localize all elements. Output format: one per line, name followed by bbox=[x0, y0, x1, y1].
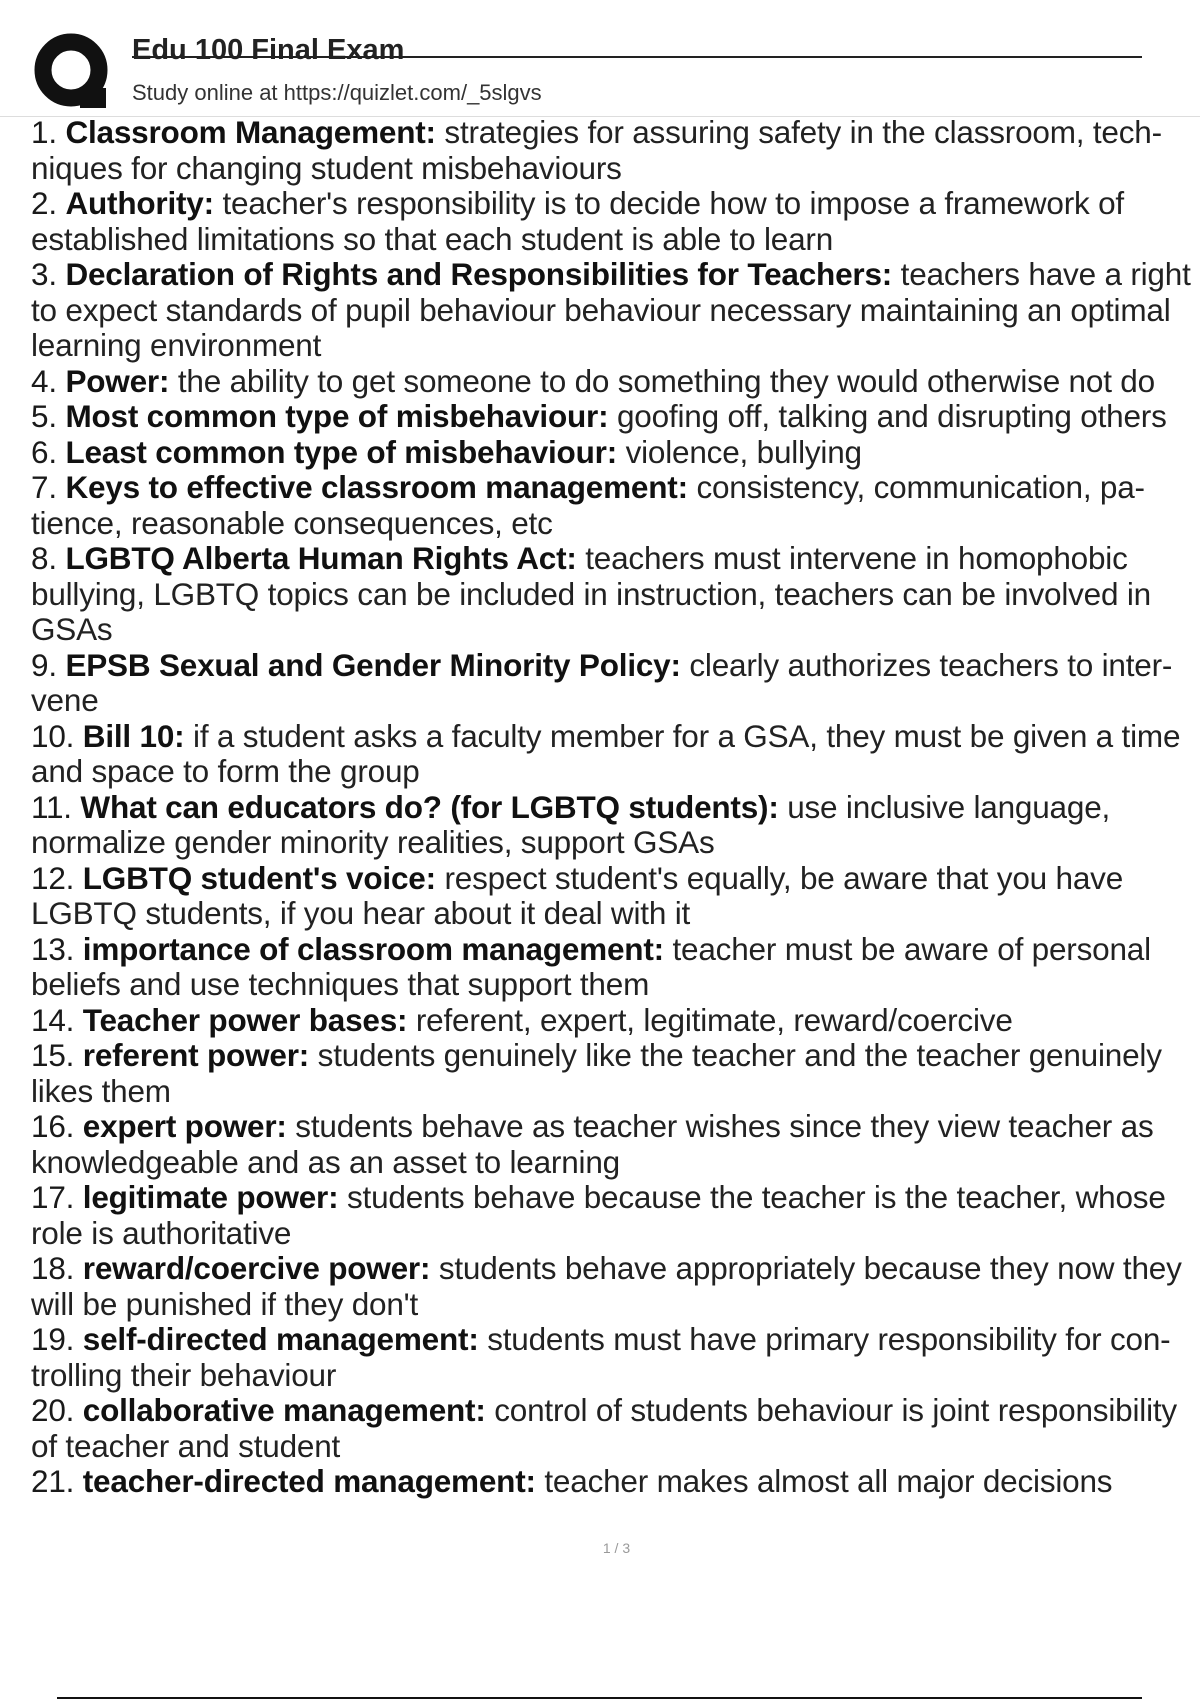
term-number: 2. bbox=[31, 185, 57, 221]
term-number: 15. bbox=[31, 1037, 75, 1073]
term-label: Power: bbox=[65, 362, 170, 399]
term-label: importance of classroom management: bbox=[82, 930, 664, 967]
footer-divider bbox=[57, 1697, 1142, 1699]
term-label: referent power: bbox=[82, 1037, 310, 1073]
term-item bbox=[31, 115, 1200, 186]
term-definition: strategies for assuring safety in the classroom, tech-niques for changing student misbehaviours bbox=[31, 114, 1162, 186]
term-item bbox=[31, 1251, 1200, 1322]
term-label: teacher-directed management: bbox=[82, 1463, 536, 1499]
term-item bbox=[31, 364, 1200, 400]
term-number: 11. bbox=[31, 788, 72, 825]
term-item bbox=[31, 399, 1200, 435]
term-definition: referent, expert, legitimate, reward/coercive bbox=[415, 1001, 1013, 1038]
term-label: LGBTQ student's voice: bbox=[82, 859, 436, 896]
term-definition: violence, bullying bbox=[625, 433, 862, 470]
term-definition: students behave appropriately because they now they will be punished if they don't bbox=[31, 1250, 1182, 1322]
term-item bbox=[31, 932, 1200, 1003]
term-label: expert power: bbox=[82, 1108, 287, 1144]
term-label: Authority: bbox=[65, 185, 214, 221]
term-item bbox=[31, 790, 1200, 861]
term-item bbox=[31, 186, 1200, 257]
term-label: Declaration of Rights and Responsibilities for Teachers: bbox=[65, 256, 893, 292]
term-number: 7. bbox=[31, 469, 57, 505]
term-definition: clearly authorizes teachers to inter-vene bbox=[31, 646, 1173, 718]
term-item bbox=[31, 1393, 1200, 1464]
term-number: 5. bbox=[31, 398, 57, 434]
term-item bbox=[31, 648, 1200, 719]
term-item bbox=[31, 435, 1200, 471]
term-definition: use inclusive language, normalize gender minority realities, support GSAs bbox=[31, 788, 1111, 860]
term-item bbox=[31, 719, 1200, 790]
term-number: 3. bbox=[31, 256, 57, 292]
term-number: 4. bbox=[31, 362, 57, 399]
title-strike-line bbox=[132, 56, 1142, 58]
term-label: LGBTQ Alberta Human Rights Act: bbox=[65, 540, 577, 576]
term-item bbox=[31, 1180, 1200, 1251]
document-title: Edu 100 Final Exam bbox=[132, 34, 405, 66]
term-item bbox=[31, 1038, 1200, 1109]
term-label: What can educators do? (for LGBTQ students): bbox=[80, 788, 779, 825]
term-definition: if a student asks a faculty member for a GSA, they must be given a time and space to form the group bbox=[31, 717, 1181, 789]
term-label: EPSB Sexual and Gender Minority Policy: bbox=[65, 646, 681, 683]
term-definition: teachers must intervene in homophobic bullying, LGBTQ topics can be included in instruction, teachers can be involved in GSAs bbox=[31, 540, 1151, 647]
term-item bbox=[31, 1322, 1200, 1393]
term-definition: respect student's equally, be aware that you have LGBTQ students, if you hear about it deal with it bbox=[31, 859, 1124, 931]
term-definition: teacher must be aware of personal beliefs and use techniques that support them bbox=[31, 930, 1151, 1002]
term-label: Most common type of misbehaviour: bbox=[65, 398, 609, 434]
term-label: Least common type of misbehaviour: bbox=[65, 433, 617, 470]
term-definition: teachers have a right to expect standards of pupil behaviour behaviour necessary maintaining an optimal learning environment bbox=[31, 256, 1191, 363]
term-item bbox=[31, 1464, 1200, 1500]
term-number: 14. bbox=[31, 1001, 75, 1038]
term-definition: the ability to get someone to do something they would otherwise not do bbox=[177, 362, 1155, 399]
term-label: self-directed management: bbox=[82, 1321, 479, 1357]
term-item bbox=[31, 861, 1200, 932]
term-label: Keys to effective classroom management: bbox=[65, 469, 688, 505]
term-number: 12. bbox=[31, 859, 75, 896]
term-item bbox=[31, 1003, 1200, 1039]
term-number: 16. bbox=[31, 1108, 75, 1144]
term-definition: teacher makes almost all major decisions bbox=[544, 1463, 1113, 1499]
term-definition: students must have primary responsibility for con-trolling their behaviour bbox=[31, 1321, 1171, 1393]
term-label: Teacher power bases: bbox=[82, 1001, 408, 1038]
term-number: 18. bbox=[31, 1250, 75, 1286]
study-online-link-text[interactable]: Study online at https://quizlet.com/_5slgvs bbox=[132, 80, 542, 105]
term-item bbox=[31, 257, 1200, 364]
term-definition: teacher's responsibility is to decide how to impose a framework of established limitations so that each student is able to learn bbox=[31, 185, 1124, 257]
term-number: 13. bbox=[31, 930, 75, 967]
term-definition: students genuinely like the teacher and the teacher genuinely likes them bbox=[31, 1037, 1162, 1109]
term-number: 6. bbox=[31, 433, 57, 470]
term-definition: students behave as teacher wishes since they view teacher as knowledgeable and as an asset to learning bbox=[31, 1108, 1154, 1180]
term-item bbox=[31, 541, 1200, 648]
term-number: 21. bbox=[31, 1463, 75, 1499]
term-label: reward/coercive power: bbox=[82, 1250, 431, 1286]
term-number: 17. bbox=[31, 1179, 75, 1215]
quizlet-logo-icon bbox=[32, 32, 114, 114]
term-definition: consistency, communication, pa-tience, reasonable consequences, etc bbox=[31, 469, 1145, 541]
term-label: collaborative management: bbox=[82, 1392, 486, 1428]
page-number: 1 / 3 bbox=[602, 1540, 631, 1556]
term-number: 20. bbox=[31, 1392, 75, 1428]
term-label: Bill 10: bbox=[82, 717, 185, 754]
term-label: legitimate power: bbox=[82, 1179, 339, 1215]
term-number: 10. bbox=[31, 717, 75, 754]
term-number: 8. bbox=[31, 540, 57, 576]
term-item bbox=[31, 470, 1200, 541]
term-number: 19. bbox=[31, 1321, 75, 1357]
term-item bbox=[31, 1109, 1200, 1180]
term-list bbox=[31, 115, 1200, 1500]
term-definition: control of students behaviour is joint responsibility of teacher and student bbox=[31, 1392, 1177, 1464]
term-number: 9. bbox=[31, 646, 57, 683]
term-number: 1. bbox=[31, 114, 57, 150]
term-definition: goofing off, talking and disrupting others bbox=[616, 398, 1167, 434]
term-definition: students behave because the teacher is the teacher, whose role is authoritative bbox=[31, 1179, 1166, 1251]
term-label: Classroom Management: bbox=[65, 114, 436, 150]
